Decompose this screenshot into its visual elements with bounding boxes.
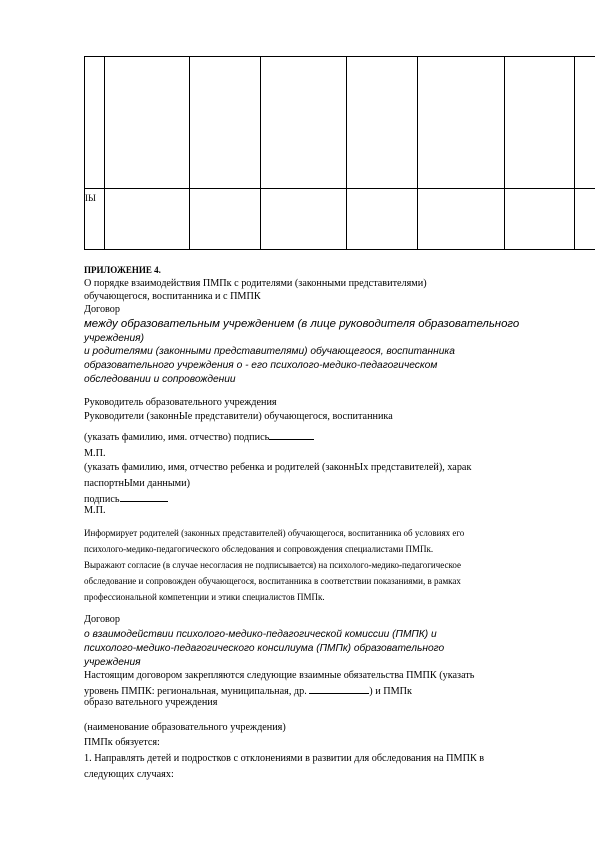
table-row [85, 57, 595, 189]
contract-level-text: уровень ПМПК: региональная, муниципальная, др. [84, 686, 307, 697]
table-cell [418, 189, 504, 250]
table-cell [104, 189, 189, 250]
signature-blank [120, 493, 168, 502]
contract-text-line: образо вательного учреждения [84, 697, 218, 708]
institution-name-hint: (наименование образовательного учреждения) [84, 722, 286, 733]
table-cell [260, 189, 346, 250]
continuation-table [84, 56, 595, 250]
obligation-item: 1. Направлять детей и подростков с отклонениями в развитии для обследования на ПМПК в [84, 753, 485, 764]
signature-text: подпись [84, 494, 120, 505]
obligation-item: следующих случаях: [84, 769, 174, 780]
child-parents-line: (указать фамилию, имя, отчество ребенка и родителей (законнЫх представителей), харак [84, 462, 472, 473]
signature-line [84, 493, 168, 505]
contract-label: Договор [84, 304, 120, 315]
obligations-heading: ПМПк обязуется: [84, 737, 160, 748]
name-signature-text: (указать фамилию, имя. отчество) подпись [84, 432, 270, 443]
stamp-label: М.П. [84, 448, 106, 459]
body-paragraph-line: профессиональной компетенции и этики специалистов ПМПк. [84, 592, 325, 602]
table-cell [504, 57, 574, 189]
contract-title-line: учреждения [84, 657, 141, 668]
table-cell [346, 189, 417, 250]
appendix-heading: ПРИЛОЖЕНИЕ 4. [84, 265, 161, 275]
child-parents-line: паспортнЫми данными) [84, 478, 190, 489]
table-cell [418, 57, 504, 189]
body-paragraph-line: Выражают согласие (в случае несогласия не подписывается) на психолого-медико-педагогическое [84, 560, 461, 570]
contract-title-line: о взаимодействии психолого-медико-педагогической комиссии (ПМПК) и [84, 629, 437, 640]
parents-label: Руководители (законнЫе представители) обучающегося, воспитанника [84, 411, 393, 422]
body-paragraph-line: психолого-медико-педагогического обследования и сопровождения специалистами ПМПк. [84, 544, 434, 554]
contract-label: Договор [84, 614, 120, 625]
appendix-subject-line: О порядке взаимодействия ПМПк с родителями (законными представителями) [84, 278, 427, 289]
table-cell [346, 57, 417, 189]
table-row [85, 189, 595, 250]
contract-title-line: обследовании и сопровождении [84, 374, 236, 385]
contract-level-suffix: ) и ПМПк [369, 686, 412, 697]
body-paragraph-line: Информирует родителей (законных представителей) обучающегося, воспитанника об условиях его [84, 528, 465, 538]
contract-title-line: и родителями (законными представителями) обучающегося, воспитанника [84, 346, 455, 357]
table-cell [85, 57, 105, 189]
signature-blank [269, 431, 314, 440]
contract-text-line: Настоящим договором закрепляются следующие взаимные обязательства ПМПК (указать [84, 670, 475, 681]
table-cell [575, 189, 595, 250]
table-cell [260, 57, 346, 189]
appendix-subject-line: обучающегося, воспитанника и с ПМПК [84, 291, 261, 302]
row-label-cell: ІЫ [85, 189, 105, 250]
name-signature-line [84, 431, 314, 443]
contract-title-line: между образовательным учреждением (в лице руководителя образовательного [84, 318, 520, 330]
table-cell [104, 57, 189, 189]
head-of-institution-label: Руководитель образовательного учреждения [84, 397, 277, 408]
stamp-label: М.П. [84, 505, 106, 516]
table-cell [190, 189, 260, 250]
level-blank [309, 685, 369, 694]
table-cell [575, 57, 595, 189]
contract-title-line: образовательного учреждения о - его психолого-медико-педагогическом [84, 360, 438, 371]
table-cell [504, 189, 574, 250]
contract-title-line: учреждения) [84, 333, 144, 344]
contract-title-line: психолого-медико-педагогического консилиума (ПМПк) образовательного [84, 643, 445, 654]
table-cell [190, 57, 260, 189]
body-paragraph-line: обследование и сопровожден обучающегося, воспитанника в соответствии показаниями, в рамках [84, 576, 461, 586]
contract-text-line [84, 685, 412, 697]
